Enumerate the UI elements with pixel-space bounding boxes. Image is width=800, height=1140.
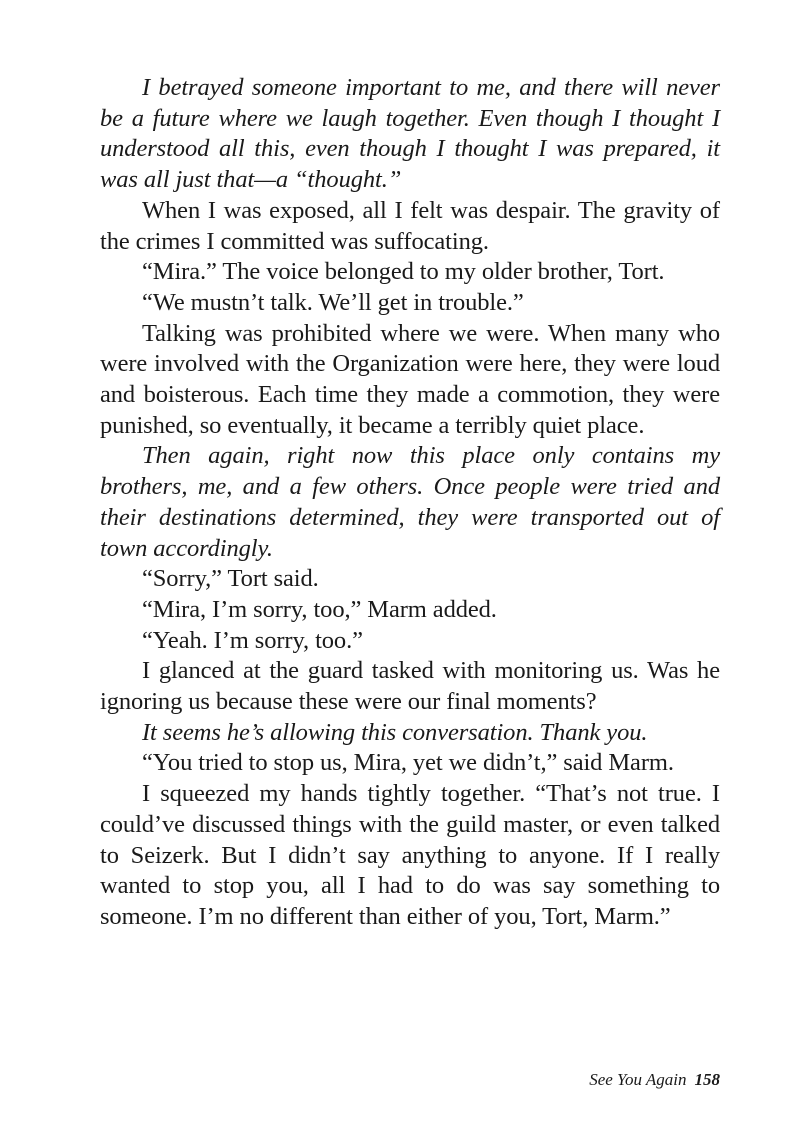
paragraph-4: “We mustn’t talk. We’ll get in trouble.” bbox=[142, 288, 524, 316]
paragraph-6: Then again, right now this place only contains my brothers, me, and a few others. Once people were tried and their destinations determined, they were transported out of town accordingly. bbox=[100, 442, 720, 562]
paragraph-9: “Yeah. I’m sorry, too.” bbox=[142, 626, 363, 654]
body-text bbox=[100, 73, 720, 933]
paragraph-12: “You tried to stop us, Mira, yet we didn’t,” said Marm. bbox=[142, 749, 674, 777]
paragraph-8: “Mira, I’m sorry, too,” Marm added. bbox=[142, 595, 497, 623]
page-footer bbox=[589, 1070, 720, 1090]
paragraph-10: I glanced at the guard tasked with monitoring us. Was he ignoring us because these were our final moments? bbox=[100, 657, 720, 716]
paragraph-5: Talking was prohibited where we were. When many who were involved with the Organization were here, they were loud and boisterous. Each time they made a commotion, they were punished, so eventually, it became a terribly quiet place. bbox=[100, 319, 720, 439]
paragraph-11: It seems he’s allowing this conversation. Thank you. bbox=[142, 718, 648, 746]
paragraph-13: I squeezed my hands tightly together. “That’s not true. I could’ve discussed things with the guild master, or even talked to Seizerk. But I didn’t say anything to anyone. If I really wanted to stop you, all I had to do was say something to someone. I’m no different than either of you, Tort, Marm.” bbox=[100, 780, 720, 930]
paragraph-2: When I was exposed, all I felt was despair. The gravity of the crimes I committed was suffocating. bbox=[100, 196, 720, 255]
paragraph-3: “Mira.” The voice belonged to my older brother, Tort. bbox=[142, 258, 665, 286]
paragraph-7: “Sorry,” Tort said. bbox=[142, 565, 319, 593]
paragraph-1: I betrayed someone important to me, and there will never be a future where we laugh together. Even though I thought I understood all this, even though I thought I was prepared, it was all just that—a “thought.” bbox=[100, 74, 720, 194]
page-number: 158 bbox=[694, 1070, 720, 1089]
running-chapter-title: See You Again bbox=[589, 1070, 687, 1089]
